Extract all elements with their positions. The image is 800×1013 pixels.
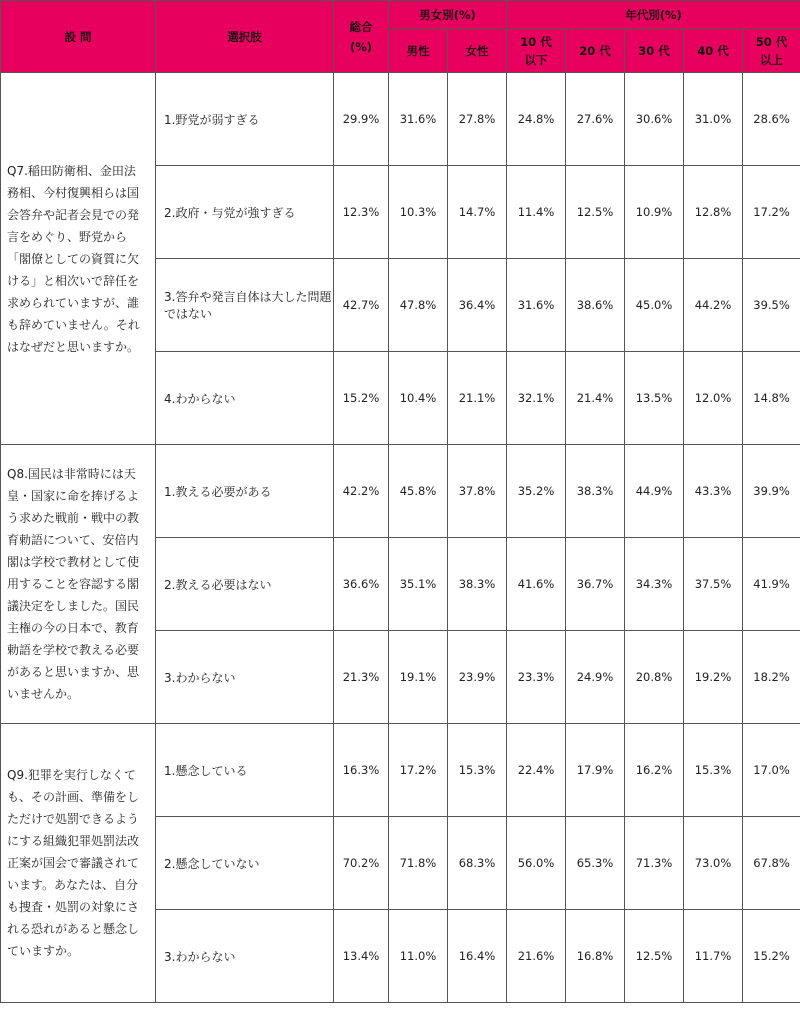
value-a30: 13.5%	[625, 352, 684, 445]
table-row	[1, 73, 800, 166]
value-male: 17.2%	[389, 724, 448, 817]
value-a10: 35.2%	[507, 445, 566, 538]
value-a40: 12.0%	[684, 352, 743, 445]
value-a40: 73.0%	[684, 817, 743, 910]
header-female: 女性	[448, 30, 507, 73]
value-a50: 67.8%	[743, 817, 800, 910]
header-age-40: 40 代	[684, 30, 743, 73]
table-row	[1, 724, 800, 817]
value-total: 21.3%	[334, 631, 389, 724]
header-age-30: 30 代	[625, 30, 684, 73]
value-a10: 21.6%	[507, 910, 566, 1003]
value-male: 10.4%	[389, 352, 448, 445]
value-total: 12.3%	[334, 166, 389, 259]
value-female: 16.4%	[448, 910, 507, 1003]
value-male: 31.6%	[389, 73, 448, 166]
value-a50: 39.5%	[743, 259, 800, 352]
header-male: 男性	[389, 30, 448, 73]
choice-label: 3.答弁や発言自体は大した問題ではない	[156, 259, 334, 352]
value-a40: 11.7%	[684, 910, 743, 1003]
value-a10: 23.3%	[507, 631, 566, 724]
header-age-group: 年代別(%)	[507, 1, 800, 30]
value-male: 11.0%	[389, 910, 448, 1003]
header-gender-group: 男女別(%)	[389, 1, 507, 30]
choice-label: 1.教える必要がある	[156, 445, 334, 538]
value-a10: 11.4%	[507, 166, 566, 259]
question-text: Q9.犯罪を実行しなくても、その計画、準備をしただけで処罰できるようにする組織犯罪処罰法改正案が国会で審議されています。あなたは、自分も捜査・処罰の対象にされる恐れがあると懸念していますか。	[1, 724, 156, 1003]
value-a20: 38.6%	[566, 259, 625, 352]
value-total: 42.2%	[334, 445, 389, 538]
value-a50: 18.2%	[743, 631, 800, 724]
choice-label: 3.わからない	[156, 910, 334, 1003]
header-choice: 選択肢	[156, 1, 334, 73]
value-a40: 43.3%	[684, 445, 743, 538]
choice-label: 1.懸念している	[156, 724, 334, 817]
choice-label: 1.野党が弱すぎる	[156, 73, 334, 166]
value-a30: 45.0%	[625, 259, 684, 352]
choice-label: 2.教える必要はない	[156, 538, 334, 631]
value-female: 14.7%	[448, 166, 507, 259]
value-female: 15.3%	[448, 724, 507, 817]
value-a40: 15.3%	[684, 724, 743, 817]
value-a20: 12.5%	[566, 166, 625, 259]
value-a20: 16.8%	[566, 910, 625, 1003]
value-total: 70.2%	[334, 817, 389, 910]
table-row	[1, 445, 800, 538]
value-a50: 41.9%	[743, 538, 800, 631]
value-a20: 24.9%	[566, 631, 625, 724]
value-a40: 44.2%	[684, 259, 743, 352]
value-total: 29.9%	[334, 73, 389, 166]
header-total: 総合 (%)	[334, 1, 389, 73]
value-a20: 27.6%	[566, 73, 625, 166]
value-a40: 19.2%	[684, 631, 743, 724]
value-female: 36.4%	[448, 259, 507, 352]
value-male: 45.8%	[389, 445, 448, 538]
value-a30: 12.5%	[625, 910, 684, 1003]
choice-label: 2.政府・与党が強すぎる	[156, 166, 334, 259]
value-a20: 21.4%	[566, 352, 625, 445]
value-male: 71.8%	[389, 817, 448, 910]
value-a30: 30.6%	[625, 73, 684, 166]
header-question: 設 問	[1, 1, 156, 73]
value-a50: 15.2%	[743, 910, 800, 1003]
question-text: Q8.国民は非常時には天皇・国家に命を捧げるよう求めた戦前・戦中の教育勅語について、安倍内閣は学校で教材として使用することを容認する閣議決定をしました。国民主権の今の日本で、教育勅語を学校で教える必要があると思いますか、思いませんか。	[1, 445, 156, 724]
value-total: 16.3%	[334, 724, 389, 817]
value-a30: 71.3%	[625, 817, 684, 910]
value-female: 27.8%	[448, 73, 507, 166]
choice-label: 3.わからない	[156, 631, 334, 724]
value-a30: 34.3%	[625, 538, 684, 631]
value-a40: 37.5%	[684, 538, 743, 631]
value-a50: 28.6%	[743, 73, 800, 166]
value-a10: 31.6%	[507, 259, 566, 352]
header-age-50: 50 代 以上	[743, 30, 800, 73]
value-male: 19.1%	[389, 631, 448, 724]
table-body	[1, 73, 800, 1003]
value-a10: 22.4%	[507, 724, 566, 817]
value-a10: 56.0%	[507, 817, 566, 910]
value-a40: 31.0%	[684, 73, 743, 166]
value-a50: 14.8%	[743, 352, 800, 445]
value-a50: 39.9%	[743, 445, 800, 538]
header-age-10: 10 代 以下	[507, 30, 566, 73]
value-female: 23.9%	[448, 631, 507, 724]
value-female: 37.8%	[448, 445, 507, 538]
value-a30: 44.9%	[625, 445, 684, 538]
table-header	[1, 1, 800, 73]
value-a20: 38.3%	[566, 445, 625, 538]
value-female: 21.1%	[448, 352, 507, 445]
value-male: 10.3%	[389, 166, 448, 259]
value-a50: 17.2%	[743, 166, 800, 259]
value-a30: 16.2%	[625, 724, 684, 817]
value-a40: 12.8%	[684, 166, 743, 259]
value-a50: 17.0%	[743, 724, 800, 817]
value-female: 38.3%	[448, 538, 507, 631]
header-age-20: 20 代	[566, 30, 625, 73]
choice-label: 4.わからない	[156, 352, 334, 445]
value-male: 47.8%	[389, 259, 448, 352]
value-male: 35.1%	[389, 538, 448, 631]
value-total: 15.2%	[334, 352, 389, 445]
value-total: 36.6%	[334, 538, 389, 631]
question-text: Q7.稲田防衛相、金田法務相、今村復興相らは国会答弁や記者会見での発言をめぐり、野党から「閣僚としての資質に欠ける」と相次いで辞任を求められていますが、誰も辞めていません。それはなぜだと思いますか。	[1, 73, 156, 445]
value-a20: 17.9%	[566, 724, 625, 817]
value-a20: 65.3%	[566, 817, 625, 910]
value-total: 13.4%	[334, 910, 389, 1003]
value-a10: 41.6%	[507, 538, 566, 631]
value-a10: 32.1%	[507, 352, 566, 445]
value-a20: 36.7%	[566, 538, 625, 631]
choice-label: 2.懸念していない	[156, 817, 334, 910]
value-female: 68.3%	[448, 817, 507, 910]
value-a30: 10.9%	[625, 166, 684, 259]
value-total: 42.7%	[334, 259, 389, 352]
value-a30: 20.8%	[625, 631, 684, 724]
value-a10: 24.8%	[507, 73, 566, 166]
